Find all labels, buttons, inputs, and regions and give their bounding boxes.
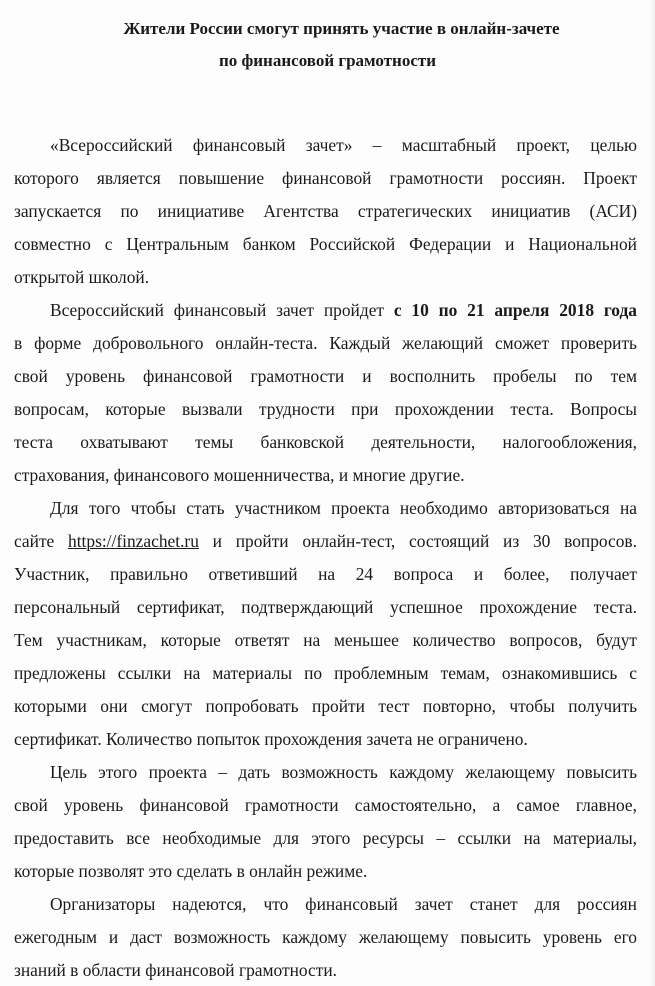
- paragraph-5-line: знаний в области финансовой грамотности.: [14, 960, 337, 980]
- paragraph-3-line: персональный сертификат, подтверждающий успешное прохождение теста.: [14, 597, 637, 617]
- scan-shadow-edge: [649, 0, 655, 986]
- paragraph-3-line: [14, 530, 637, 552]
- finzachet-link[interactable]: https://finzachet.ru: [68, 531, 199, 551]
- paragraph-2-line: теста охватывают темы банковской деятельности, налогообложения,: [14, 432, 637, 452]
- paragraph-3-line: предложены ссылки на материалы по проблемным темам, ознакомившись с: [14, 663, 637, 683]
- paragraph-3-text: и пройти онлайн-тест, состоящий из 30 вопросов.: [212, 531, 637, 551]
- paragraph-2-line: страхования, финансового мошенничества, и многие другие.: [14, 465, 465, 485]
- paragraph-1-line: открытой школой.: [14, 267, 150, 287]
- paragraph-4-line: которые позволят это сделать в онлайн режиме.: [14, 861, 368, 881]
- paragraph-5-line: ежегодным и даст возможность каждому желающему повысить уровень его: [14, 927, 637, 947]
- paragraph-3-line: Тем участникам, которые ответят на меньшее количество вопросов, будут: [14, 630, 637, 650]
- paragraph-4-line: свой уровень финансовой грамотности самостоятельно, а самое главное,: [14, 795, 637, 815]
- paragraph-2-text: Всероссийский финансовый зачет пройдет: [50, 300, 385, 320]
- paragraph-1-line: запускается по инициативе Агентства стратегических инициатив (АСИ): [14, 201, 637, 221]
- paragraph-3-line: Участник, правильно ответивший на 24 вопроса и более, получает: [14, 564, 637, 584]
- paragraph-5-line: Организаторы надеются, что финансовый зачет станет для россиян: [50, 894, 637, 914]
- document-title-line-1: Жители России смогут принять участие в онлайн-зачете: [123, 19, 560, 38]
- paragraph-2-line: в форме добровольного онлайн-теста. Каждый желающий сможет проверить: [14, 333, 637, 353]
- paragraph-1-line: «Всероссийский финансовый зачет» – масштабный проект, целью: [50, 135, 637, 155]
- paragraph-4-line: Цель этого проекта – дать возможность каждому желающему повысить: [50, 762, 637, 782]
- paragraph-2-line: [50, 299, 637, 321]
- paragraph-3-line: Для того чтобы стать участником проекта необходимо авторизоваться на: [50, 498, 637, 518]
- paragraph-3-line: которыми они смогут попробовать пройти тест повторно, чтобы получить: [14, 696, 637, 716]
- event-dates: с 10 по 21 апреля 2018 года: [393, 300, 637, 320]
- paragraph-3-line: сертификат. Количество попыток прохождения зачета не ограничено.: [14, 729, 528, 749]
- paragraph-4-line: предоставить все необходимые для этого ресурсы – ссылки на материалы,: [14, 828, 637, 848]
- paragraph-2-line: свой уровень финансовой грамотности и восполнить пробелы по тем: [14, 366, 637, 386]
- paragraph-1-line: которого является повышение финансовой грамотности россиян. Проект: [14, 168, 637, 188]
- document-title-line-2: по финансовой грамотности: [218, 51, 437, 70]
- paragraph-2-line: вопросам, которые вызвали трудности при прохождении теста. Вопросы: [14, 399, 637, 419]
- paragraph-3-text: сайте: [14, 531, 55, 551]
- paragraph-1-line: совместно с Центральным банком Российской Федерации и Национальной: [14, 234, 637, 254]
